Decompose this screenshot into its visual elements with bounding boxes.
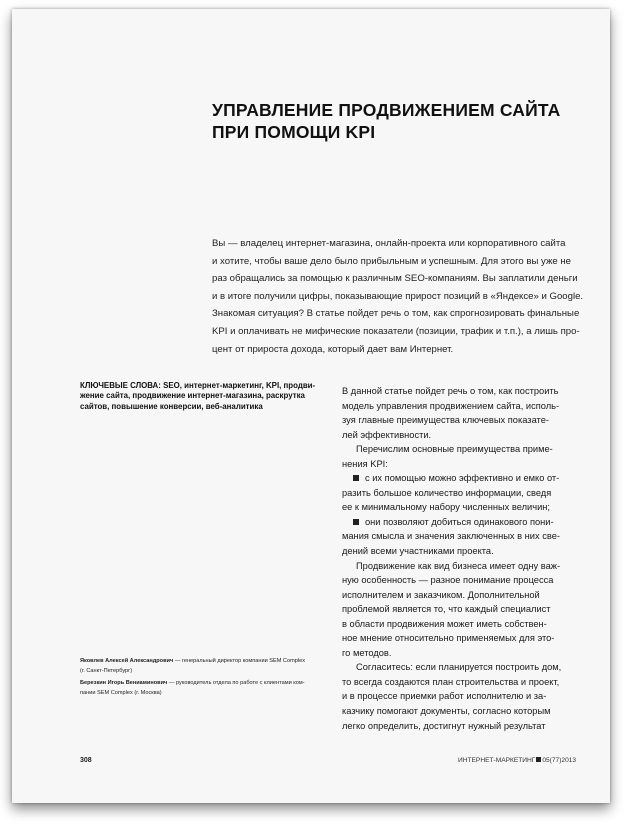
- body-line: Продвижение как вид бизнеса имеет одну важ-: [356, 560, 561, 571]
- body-line: В данной статье пойдет речь о том, как построить: [342, 386, 559, 396]
- body-line: и в процессе приемки работ исполнителю и за-: [342, 691, 547, 702]
- body-line: лей эффективности.: [342, 429, 432, 440]
- article-title: [212, 99, 561, 143]
- body-line: модель управления продвижением сайта, исполь-: [342, 400, 560, 411]
- body-line: нения KPI:: [342, 458, 388, 469]
- keywords-line: жение сайта, продвижение интернет-магазина, раскрутка: [80, 391, 305, 401]
- body-line: разить большое количество информации, сведя: [342, 487, 552, 498]
- author-name: Яковлев Алексей Александрович: [80, 658, 174, 664]
- lead-paragraph: [212, 235, 584, 358]
- article-body: [342, 384, 588, 733]
- body-line: ное мнение относительно применяемых для это-: [342, 633, 555, 644]
- title-line: ПРИ ПОМОЩИ KPI: [212, 122, 376, 142]
- bullet-item: [342, 515, 588, 530]
- body-line: казчику помогают документы, согласно которым: [342, 706, 551, 717]
- body-line: проблемой является то, что каждый специалист: [342, 604, 551, 615]
- keywords-line: сайтов, повышение конверсии, веб-аналитика: [80, 401, 263, 411]
- author-desc: (г. Санкт-Петербург): [80, 667, 133, 674]
- lead-line: раз обращались за помощью к различным SEO-компаниям. Вы заплатили деньги: [212, 273, 578, 285]
- lead-line: и хотите, чтобы ваше дело было прибыльным и успешным. Для этого вы уже не: [212, 255, 572, 267]
- magazine-page: [12, 9, 610, 803]
- lead-line: KPI и оплачивать не мифические показатели (позиции, трафик и т.п.), а лишь про-: [212, 325, 580, 337]
- body-line: исполнителем и заказчиком. Дополнительной: [342, 589, 540, 600]
- body-line: с их помощью можно эффективно и емко от-: [365, 473, 560, 484]
- body-line: дений всеми участниками проекта.: [342, 546, 494, 557]
- body-line: они позволяют добиться одинакового пони-: [365, 516, 554, 527]
- body-line: легко определить, достигнут нужный результат: [342, 720, 546, 731]
- author-desc: — генеральный директор компании SEM Complex: [174, 658, 305, 664]
- bullet-square-icon: [353, 475, 359, 481]
- author-entry: [80, 657, 320, 676]
- body-line: зуя главные преимущества ключевых показате-: [342, 415, 549, 426]
- body-line: Согласитесь: если планируется построить дом,: [356, 662, 562, 673]
- separator-square-icon: [536, 757, 541, 762]
- body-line: в области продвижения может иметь собствен-: [342, 618, 547, 629]
- author-desc: пании SEM Complex (г. Москва): [80, 689, 162, 696]
- body-line: то всегда создаются план строительства и проект,: [342, 676, 560, 687]
- body-line: мания смысла и значения заключенных в них све-: [342, 531, 560, 542]
- lead-line: Знакомая ситуация? В статье пойдет речь о том, как спрогнозировать финальные: [212, 308, 580, 320]
- author-name: Березкин Игорь Вениаминович: [80, 680, 168, 686]
- page-number: 308: [80, 757, 92, 764]
- magazine-name: ИНТЕРНЕТ-МАРКЕТИНГ: [458, 757, 536, 764]
- issue-number: 05(77)2013: [542, 757, 577, 764]
- body-line: ную особенность — разное понимание процесса: [342, 575, 554, 586]
- author-desc: — руководитель отдела по работе с клиентами ком-: [168, 680, 305, 686]
- body-line: го методов.: [342, 647, 392, 658]
- bullet-square-icon: [353, 519, 359, 525]
- bullet-item: [342, 471, 588, 486]
- lead-line: и в итоге получили цифры, показывающие прирост позиций в «Яндексе» и Google.: [212, 290, 584, 302]
- body-line: Перечислим основные преимущества приме-: [356, 444, 553, 455]
- lead-line: Вы — владелец интернет-магазина, онлайн-проекта или корпоративного сайта: [212, 238, 566, 249]
- authors-block: [80, 657, 320, 701]
- keywords-block: [80, 381, 320, 412]
- keywords-line: КЛЮЧЕВЫЕ СЛОВА: SEO, интернет-маркетинг, KPI, продви-: [80, 381, 316, 390]
- title-line: УПРАВЛЕНИЕ ПРОДВИЖЕНИЕМ САЙТА: [212, 100, 561, 120]
- lead-line: цент от прироста дохода, который дает вам Интернет.: [212, 343, 454, 355]
- running-footer: [458, 757, 588, 764]
- body-line: ее к минимальному набору численных величин;: [342, 502, 550, 513]
- author-entry: [80, 679, 320, 698]
